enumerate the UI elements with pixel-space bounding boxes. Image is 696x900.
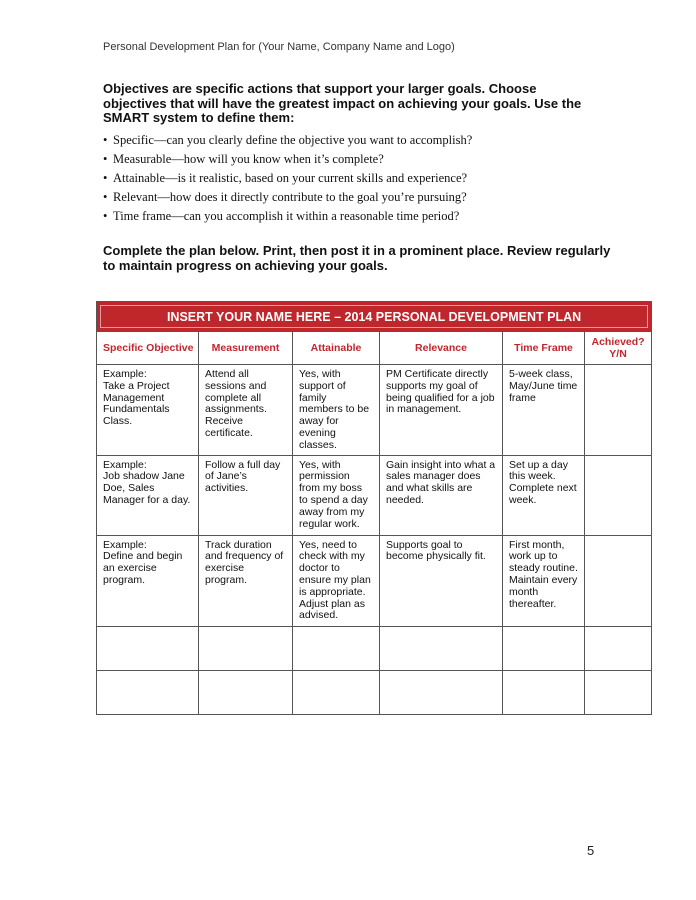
empty-cell[interactable] xyxy=(97,670,199,714)
cell-text: Yes, with support of family members to be away for evening classes. xyxy=(299,368,370,451)
table-row xyxy=(97,535,652,626)
empty-cell[interactable] xyxy=(503,670,585,714)
column-header: Time Frame xyxy=(503,332,585,365)
list-item xyxy=(103,169,472,188)
cell-text: Example: Define and begin an exercise program. xyxy=(103,538,183,586)
table-cell[interactable] xyxy=(503,535,585,626)
bullet-icon: • xyxy=(103,171,108,185)
table-row xyxy=(97,365,652,456)
objectives-intro: Objectives are specific actions that support your larger goals. Choose objectives that will have the greatest impact on achieving your goals. Use the SMART system to define them: xyxy=(103,81,582,126)
cell-text: Example: Take a Project Management Fundamentals Class. xyxy=(103,368,170,428)
cell-text: Yes, need to check with my doctor to ensure my plan is appropriate. Adjust plan as advised. xyxy=(299,538,371,622)
list-item xyxy=(103,150,472,169)
page-header: Personal Development Plan for (Your Name, Company Name and Logo) xyxy=(103,41,455,53)
empty-cell[interactable] xyxy=(293,670,380,714)
column-header: Relevance xyxy=(380,332,503,365)
achieved-cell[interactable] xyxy=(585,365,652,456)
table-cell[interactable] xyxy=(97,365,199,456)
column-header: Specific Objective xyxy=(97,332,199,365)
cell-text: 5-week class, May/June time frame xyxy=(509,368,578,404)
empty-table-row xyxy=(97,670,652,714)
column-header: Achieved? Y/N xyxy=(585,332,652,365)
smart-item-attainable: Attainable—is it realistic, based on your current skills and experience? xyxy=(113,171,468,185)
column-header: Attainable xyxy=(293,332,380,365)
bullet-icon: • xyxy=(103,209,108,223)
smart-item-time-frame: Time frame—can you accomplish it within a reasonable time period? xyxy=(113,209,460,223)
list-item xyxy=(103,188,472,207)
empty-cell[interactable] xyxy=(97,626,199,670)
empty-cell[interactable] xyxy=(380,670,503,714)
empty-cell[interactable] xyxy=(503,626,585,670)
cell-text: Yes, with permission from my boss to spend a day away from my regular work. xyxy=(299,458,368,530)
cell-text: Track duration and frequency of exercise program. xyxy=(205,538,284,586)
achieved-cell[interactable] xyxy=(585,535,652,626)
smart-item-relevant: Relevant—how does it directly contribute to the goal you’re pursuing? xyxy=(113,190,467,204)
table-cell[interactable] xyxy=(293,535,380,626)
empty-cell[interactable] xyxy=(199,626,293,670)
table-cell[interactable] xyxy=(503,365,585,456)
table-cell[interactable] xyxy=(97,535,199,626)
table-cell[interactable] xyxy=(380,535,503,626)
list-item xyxy=(103,131,472,150)
smart-item-measurable: Measurable—how will you know when it’s complete? xyxy=(113,152,384,166)
development-plan-table xyxy=(96,301,652,715)
smart-item-specific: Specific—can you clearly define the objective you want to accomplish? xyxy=(113,133,473,147)
achieved-cell[interactable] xyxy=(585,455,652,535)
cell-text: Follow a full day of Jane’s activities. xyxy=(205,458,281,495)
empty-cell[interactable] xyxy=(585,670,652,714)
table-cell[interactable] xyxy=(380,365,503,456)
table-cell[interactable] xyxy=(199,535,293,626)
cell-text: First month, work up to steady routine. Maintain every month thereafter. xyxy=(509,538,578,610)
empty-cell[interactable] xyxy=(585,626,652,670)
table-cell[interactable] xyxy=(293,455,380,535)
list-item xyxy=(103,207,472,226)
bullet-icon: • xyxy=(103,190,108,204)
bullet-icon: • xyxy=(103,152,108,166)
empty-table-row xyxy=(97,626,652,670)
table-title-row xyxy=(97,302,652,332)
empty-cell[interactable] xyxy=(293,626,380,670)
cell-text: Example: Job shadow Jane Doe, Sales Manager for a day. xyxy=(103,458,191,506)
table-header-row xyxy=(97,332,652,365)
table-cell[interactable] xyxy=(199,455,293,535)
page-number: 5 xyxy=(587,843,595,858)
cell-text: PM Certificate directly supports my goal of being qualified for a job in management. xyxy=(386,368,495,416)
column-header: Measurement xyxy=(199,332,293,365)
table-cell[interactable] xyxy=(199,365,293,456)
cell-text: Gain insight into what a sales manager does and what skills are needed. xyxy=(386,458,496,506)
table-cell[interactable] xyxy=(293,365,380,456)
table-cell[interactable] xyxy=(97,455,199,535)
smart-criteria-list xyxy=(103,131,472,226)
table-title[interactable]: INSERT YOUR NAME HERE – 2014 PERSONAL DEVELOPMENT PLAN xyxy=(97,302,652,332)
cell-text: Supports goal to become physically fit. xyxy=(386,538,486,563)
bullet-icon: • xyxy=(103,133,108,147)
cell-text: Attend all sessions and complete all assignments. Receive certificate. xyxy=(205,368,267,439)
empty-cell[interactable] xyxy=(199,670,293,714)
table-cell[interactable] xyxy=(503,455,585,535)
table-row xyxy=(97,455,652,535)
empty-cell[interactable] xyxy=(380,626,503,670)
plan-instruction: Complete the plan below. Print, then post it in a prominent place. Review regularly to maintain progress on achieving your goals. xyxy=(103,243,611,273)
table-cell[interactable] xyxy=(380,455,503,535)
cell-text: Set up a day this week. Complete next week. xyxy=(509,458,577,506)
